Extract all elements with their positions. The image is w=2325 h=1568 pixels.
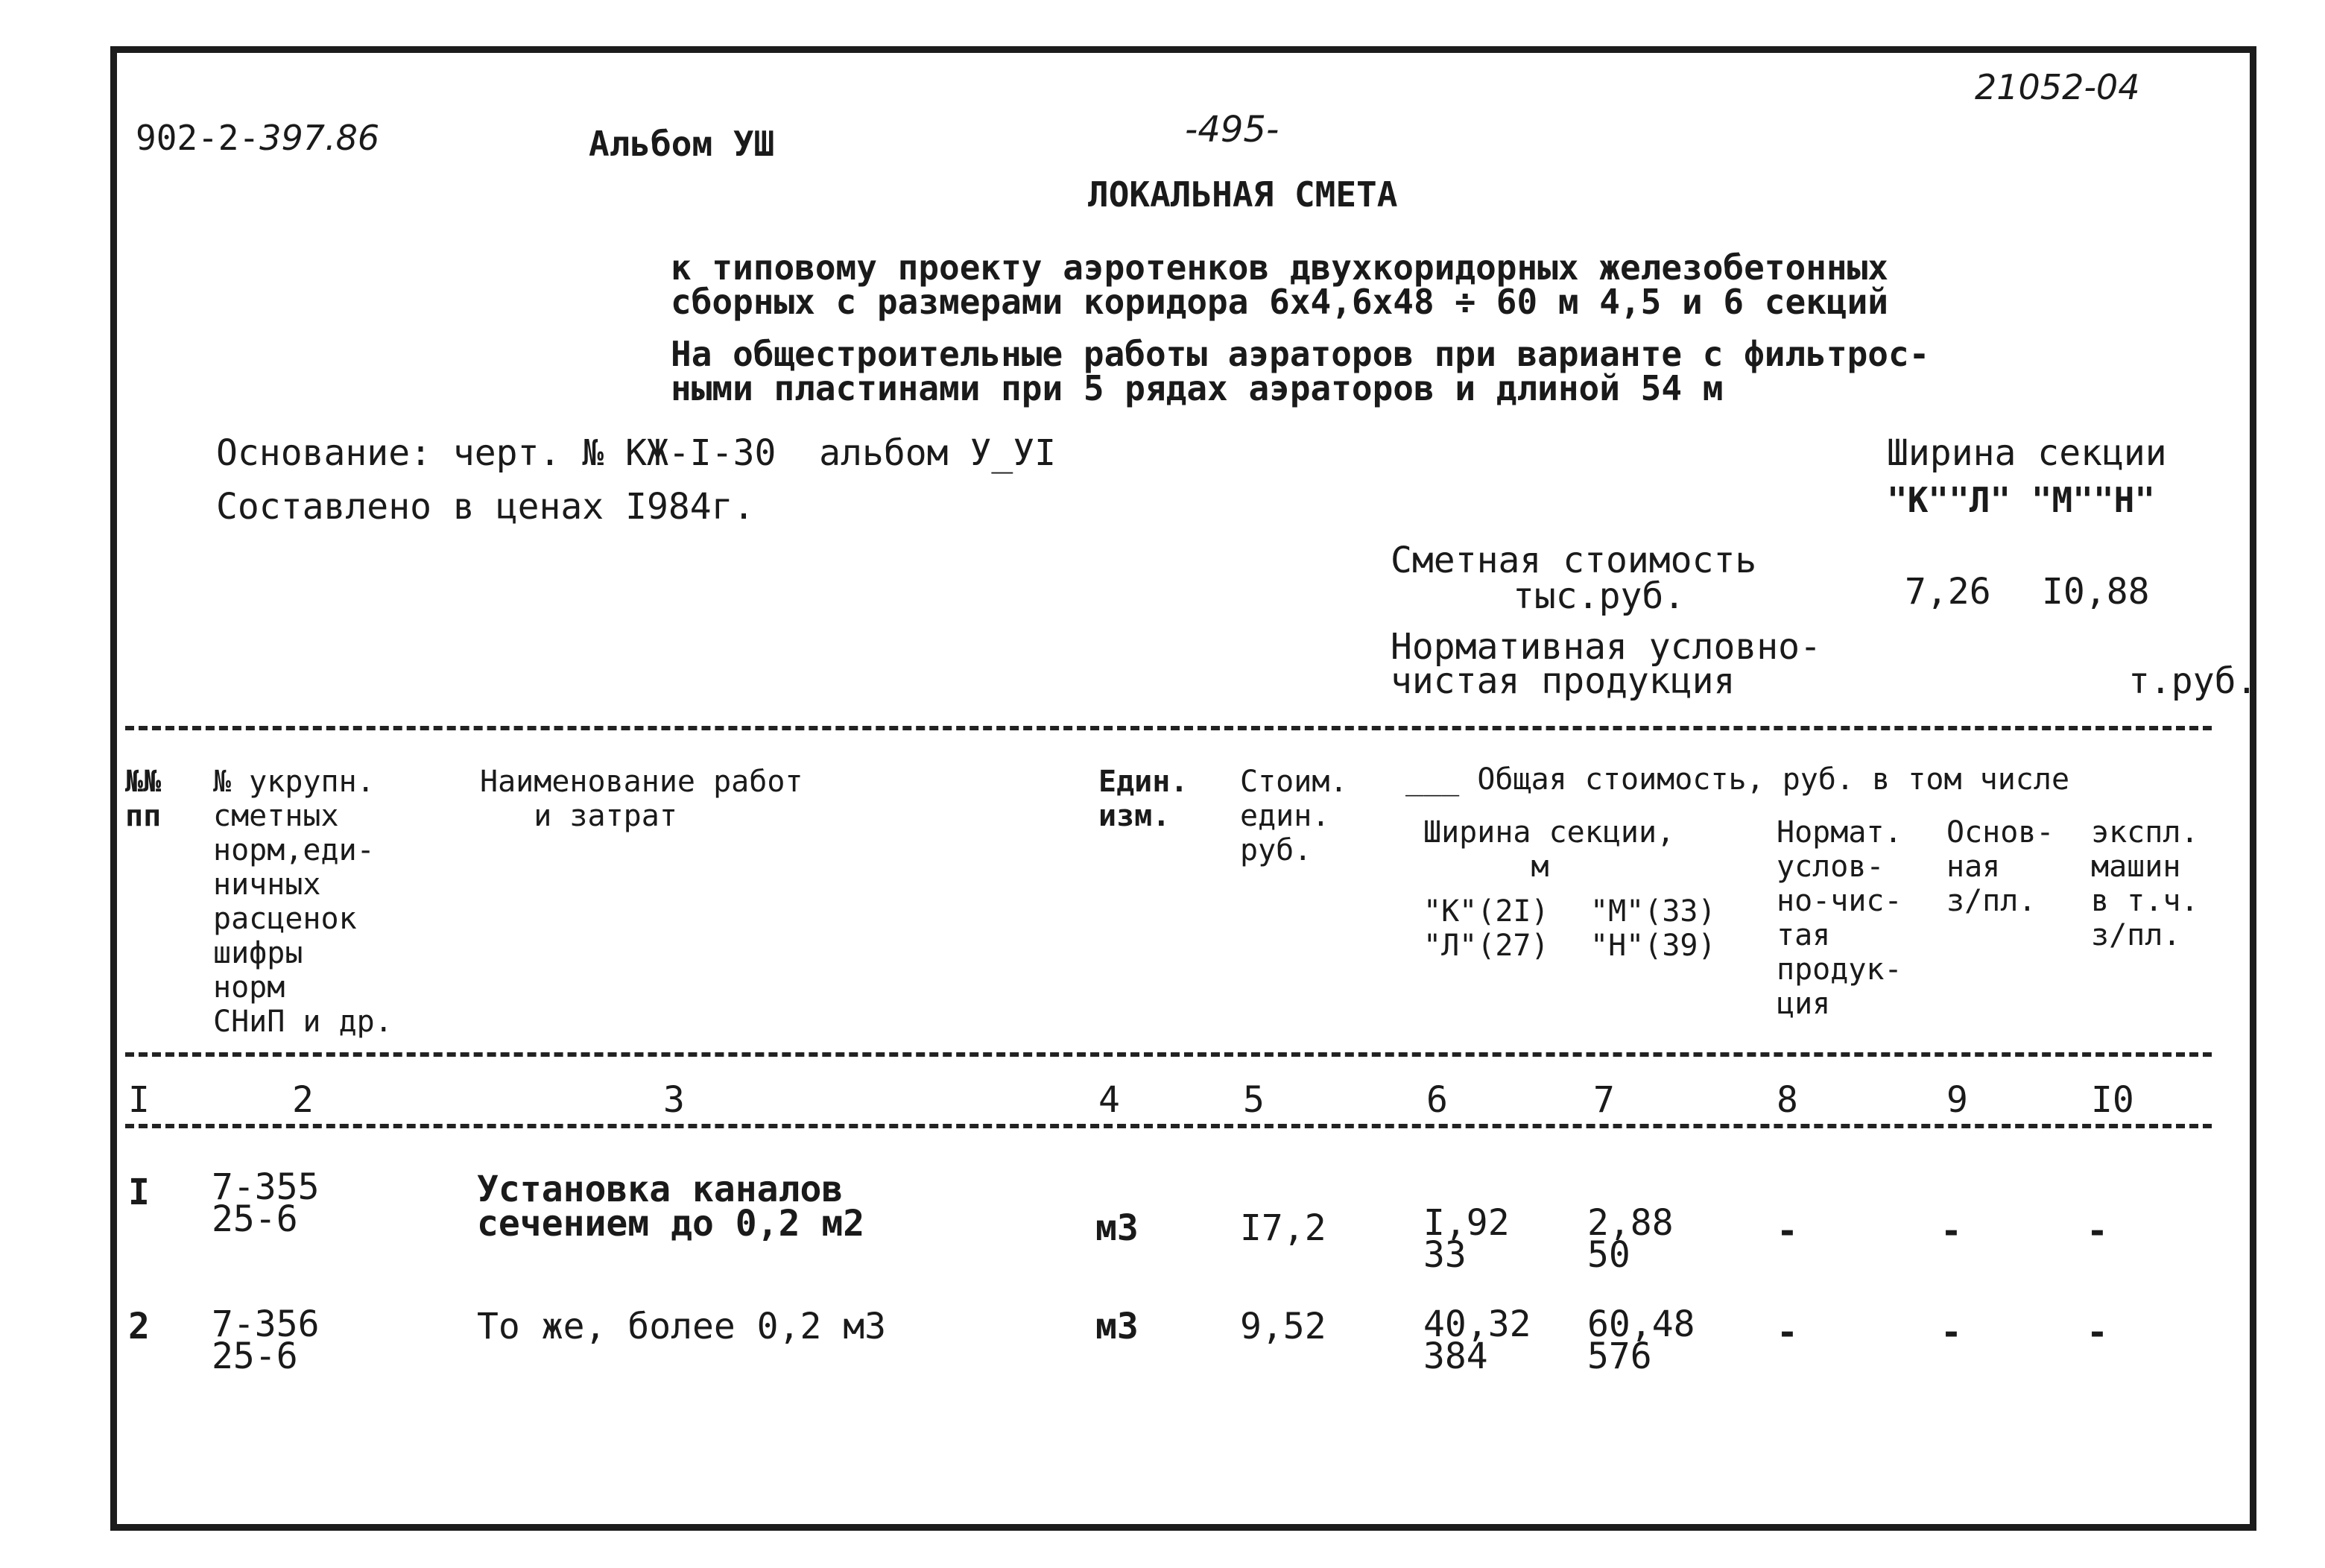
col-number-6: 6 bbox=[1426, 1079, 1448, 1121]
row-base-wage: - bbox=[1940, 1210, 1962, 1252]
basis-line-1: Основание: черт. № КЖ-I-30 альбом У_УI bbox=[216, 432, 1057, 474]
normative-production-label-2: чистая продукция bbox=[1391, 660, 1736, 702]
estimated-cost-kl: 7,26 bbox=[1905, 571, 1991, 613]
row-machine-cost: - bbox=[2087, 1210, 2108, 1252]
page-number: -495- bbox=[1185, 109, 1279, 151]
estimated-cost-label: Сметная стоимость bbox=[1391, 540, 1757, 581]
row-norm-code: 7-355 25-6 bbox=[212, 1166, 320, 1241]
column-numbers-rule bbox=[125, 1124, 2212, 1128]
col-number-8: 8 bbox=[1777, 1079, 1798, 1121]
row-unit-price: 9,52 bbox=[1240, 1306, 1326, 1347]
project-code-prefix: 902-2- bbox=[136, 118, 260, 158]
header-col-4: Един. изм. bbox=[1098, 765, 1189, 833]
estimated-cost-mn: I0,88 bbox=[2042, 571, 2150, 613]
col-number-2: 2 bbox=[292, 1079, 314, 1121]
row-unit: м3 bbox=[1095, 1306, 1139, 1347]
row-normative-production: - bbox=[1777, 1210, 1798, 1252]
header-section-width: Ширина секции, м bbox=[1423, 815, 1675, 884]
row-cost-mn: 60,48 576 bbox=[1587, 1303, 1695, 1378]
row-normative-production: - bbox=[1777, 1312, 1798, 1353]
row-number: 2 bbox=[128, 1306, 150, 1347]
row-norm-code: 7-356 25-6 bbox=[212, 1303, 320, 1378]
row-cost-kl: I,92 33 bbox=[1423, 1202, 1510, 1277]
project-code-handwritten: 397.86 bbox=[259, 118, 380, 158]
row-work-name: Установка каналов сечением до 0,2 м2 bbox=[477, 1169, 865, 1245]
normative-production-unit: т.руб. bbox=[2128, 660, 2258, 702]
project-code bbox=[136, 118, 380, 158]
header-col-1: №№ пп bbox=[125, 765, 162, 833]
header-col-10: экспл. машин в т.ч. з/пл. bbox=[2091, 815, 2199, 952]
album-label: Альбом УШ bbox=[589, 124, 775, 164]
row-unit: м3 bbox=[1095, 1207, 1139, 1249]
section-width-columns: "К""Л" "М""Н" bbox=[1887, 480, 2156, 520]
header-col-8: Нормат. услов- но-чис- тая продук- ция bbox=[1777, 815, 1902, 1021]
header-col-7: "М"(33) "Н"(39) bbox=[1590, 894, 1716, 963]
header-col-6: "К"(2I) "Л"(27) bbox=[1423, 894, 1549, 963]
row-cost-mn: 2,88 50 bbox=[1587, 1202, 1674, 1277]
row-work-name: То же, более 0,2 м3 bbox=[477, 1306, 887, 1347]
section-width-label: Ширина секции bbox=[1887, 432, 2167, 474]
document-title: ЛОКАЛЬНАЯ СМЕТА bbox=[1088, 174, 1398, 215]
col-number-4: 4 bbox=[1098, 1079, 1120, 1121]
col-number-3: 3 bbox=[663, 1079, 685, 1121]
col-number-5: 5 bbox=[1243, 1079, 1265, 1121]
col-number-1: I bbox=[128, 1079, 150, 1121]
document-id: 21052-04 bbox=[1975, 67, 2140, 107]
header-total-cost-group: ___ Общая стоимость, руб. в том числе bbox=[1405, 762, 2070, 797]
header-col-3: Наименование работ и затрат bbox=[480, 765, 803, 833]
subtitle-line-3: На общестроительные работы аэраторов при варианте с фильтрос- bbox=[671, 334, 1930, 374]
col-number-7: 7 bbox=[1593, 1079, 1615, 1121]
basis-line-2: Составлено в ценах I984г. bbox=[216, 486, 755, 528]
estimated-cost-unit: тыс.руб. bbox=[1513, 575, 1686, 617]
row-number: I bbox=[128, 1172, 150, 1213]
row-cost-kl: 40,32 384 bbox=[1423, 1303, 1531, 1378]
table-top-rule bbox=[125, 726, 2212, 730]
col-number-9: 9 bbox=[1946, 1079, 1968, 1121]
subtitle-line-2: сборных с размерами коридора 6х4,6х48 ÷ 60 м 4,5 и 6 секций bbox=[671, 282, 1888, 322]
row-machine-cost: - bbox=[2087, 1312, 2108, 1353]
col-number-10: I0 bbox=[2091, 1079, 2134, 1121]
header-col-9: Основ- ная з/пл. bbox=[1946, 815, 2054, 918]
table-header-rule bbox=[125, 1052, 2212, 1057]
normative-production-label-1: Нормативная условно- bbox=[1391, 626, 1821, 668]
row-unit-price: I7,2 bbox=[1240, 1207, 1326, 1249]
header-col-5: Стоим. един. руб. bbox=[1240, 765, 1348, 867]
row-base-wage: - bbox=[1940, 1312, 1962, 1353]
header-col-2: № укрупн. сметных норм,еди- ничных расценок шифры норм СНиП и др. bbox=[213, 765, 393, 1039]
subtitle-line-1: к типовому проекту аэротенков двухкоридорных железобетонных bbox=[671, 247, 1888, 288]
subtitle-line-4: ными пластинами при 5 рядах аэраторов и длиной 54 м bbox=[671, 368, 1724, 408]
